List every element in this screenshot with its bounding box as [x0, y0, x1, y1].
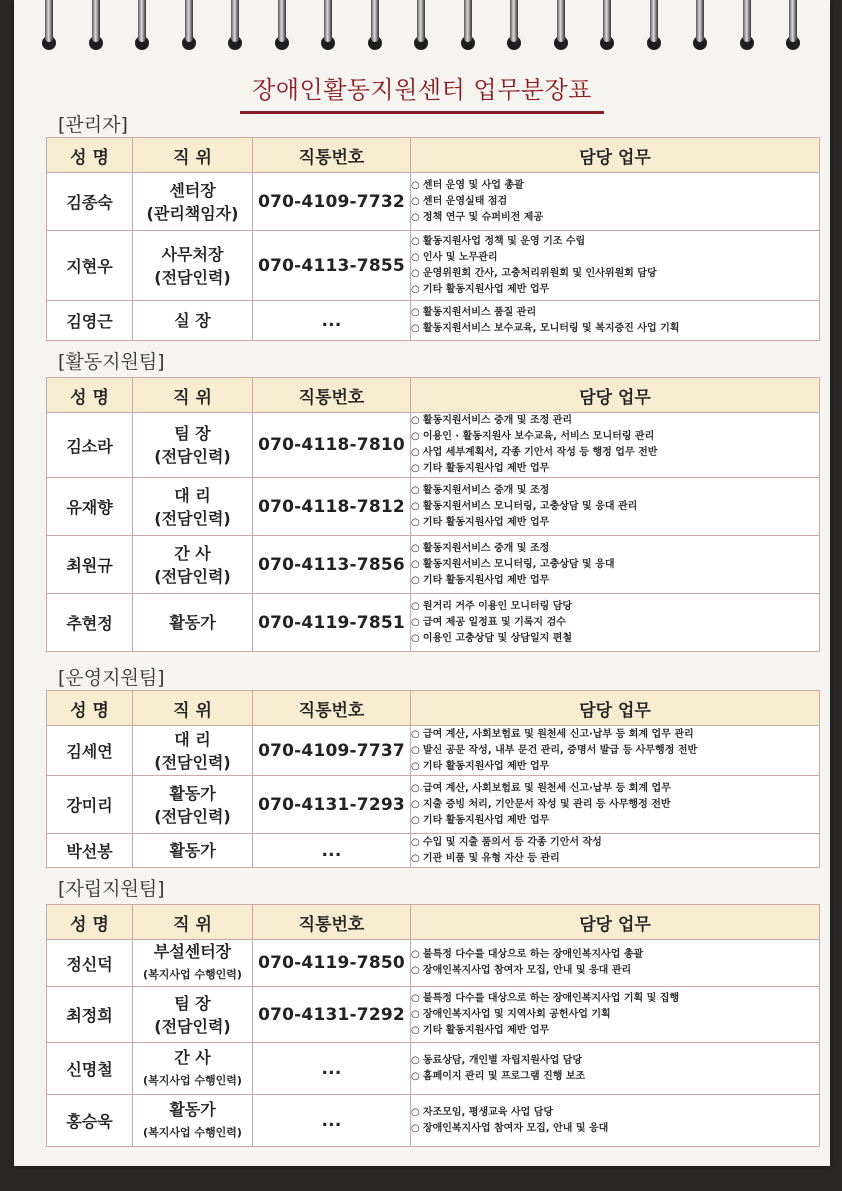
duty-item: ○ 장애인복지사업 및 지역사회 공헌사업 기획 [411, 1007, 819, 1023]
staff-duties [411, 1095, 820, 1147]
binding-ring [786, 0, 800, 52]
binding-ring [647, 0, 661, 52]
duty-item: ○ 기타 활동지원사업 제반 업무 [411, 573, 819, 589]
staff-duties [411, 301, 820, 341]
section-label: [운영지원팀] [58, 667, 165, 689]
table-row [47, 726, 820, 776]
duty-item: ○ 활동지원서비스 중개 및 조정 관리 [411, 413, 819, 429]
staff-name: 홍승욱 [47, 1095, 133, 1147]
staff-position-cell [133, 301, 253, 341]
notebook-page [14, 0, 830, 1166]
header-name: 성 명 [47, 138, 133, 173]
staff-phone: ... [253, 834, 411, 868]
staff-position-sub: (관리책임자) [146, 203, 239, 223]
duty-item: ○ 인사 및 노무관리 [411, 250, 819, 266]
title-container [14, 70, 830, 114]
staff-position: 대 리 [174, 485, 211, 505]
binding-wire [185, 0, 193, 42]
binding-wire [510, 0, 518, 42]
staff-position: 팀 장 [174, 424, 211, 443]
staff-phone: 070-4118-7812 [253, 478, 411, 536]
staff-duties [411, 834, 820, 868]
staff-position-cell [133, 987, 253, 1043]
staff-position-sub: (전담인력) [154, 508, 231, 528]
staff-duties [411, 413, 820, 478]
table-row [47, 940, 820, 987]
table-row [47, 594, 820, 652]
staff-phone: ... [253, 301, 411, 341]
header-name: 성 명 [47, 378, 133, 413]
duty-item: ○ 활동지원서비스 품질 관리 [411, 305, 819, 321]
table-header-row [47, 378, 820, 413]
table-row [47, 301, 820, 341]
duty-item: ○ 수입 및 지출 품의서 등 각종 기안서 작성 [411, 835, 819, 851]
staff-phone: 070-4118-7810 [253, 413, 411, 478]
duty-item: ○ 활동지원서비스 보수교육, 모니터링 및 복지증진 사업 기획 [411, 321, 819, 337]
binding-ring [135, 0, 149, 52]
header-position: 직 위 [133, 138, 253, 173]
binding-wire [231, 0, 239, 42]
staff-duties [411, 726, 820, 776]
header-position: 직 위 [133, 691, 253, 726]
staff-duties [411, 536, 820, 594]
binding-wire [324, 0, 332, 42]
duty-item: ○ 원거리 거주 이용인 모니터링 담당 [411, 599, 819, 615]
staff-position-cell [133, 478, 253, 536]
header-name: 성 명 [47, 691, 133, 726]
table-header-row [47, 138, 820, 173]
header-position: 직 위 [133, 378, 253, 413]
binding-ring [414, 0, 428, 52]
binding-wire [371, 0, 379, 42]
table-row [47, 776, 820, 834]
table-header-row [47, 691, 820, 726]
staff-position-cell [133, 536, 253, 594]
duty-item: ○ 기타 활동지원사업 제반 업무 [411, 813, 819, 829]
duty-item: ○ 급여 제공 일정표 및 기록지 검수 [411, 615, 819, 631]
binding-wire [138, 0, 146, 42]
staff-name: 신명철 [47, 1043, 133, 1095]
staff-phone: 070-4119-7850 [253, 940, 411, 987]
staff-duties [411, 231, 820, 301]
staff-phone: 070-4113-7856 [253, 536, 411, 594]
table-header-row [47, 905, 820, 940]
staff-position-cell [133, 1043, 253, 1095]
staff-phone: 070-4131-7292 [253, 987, 411, 1043]
staff-position: 간 사 [174, 543, 211, 563]
table-row [47, 231, 820, 301]
staff-position: 활동가 [169, 841, 216, 860]
binding-ring [89, 0, 103, 52]
binding-wire [45, 0, 53, 42]
header-position: 직 위 [133, 905, 253, 940]
duty-item: ○ 정책 연구 및 슈퍼비전 제공 [411, 210, 819, 226]
staff-table [46, 904, 820, 1147]
table-row [47, 413, 820, 478]
duty-item: ○ 장애인복지사업 참여자 모집, 안내 및 응대 [411, 1121, 819, 1137]
staff-position-cell [133, 413, 253, 478]
staff-name: 추현정 [47, 594, 133, 652]
staff-position: 활동가 [169, 613, 216, 632]
staff-phone: ... [253, 1095, 411, 1147]
staff-name: 최정희 [47, 987, 133, 1043]
header-duty: 담당 업무 [411, 378, 820, 413]
staff-position: 센터장 [169, 180, 216, 200]
binding-ring [275, 0, 289, 52]
staff-position-cell [133, 1095, 253, 1147]
staff-duties [411, 594, 820, 652]
staff-position: 실 장 [174, 311, 211, 330]
duty-item: ○ 활동지원서비스 중개 및 조정 [411, 483, 819, 499]
header-name: 성 명 [47, 905, 133, 940]
binding-wire [278, 0, 286, 42]
table-row [47, 536, 820, 594]
staff-phone: 070-4131-7293 [253, 776, 411, 834]
binding-ring [461, 0, 475, 52]
duty-item: ○ 센터 운영실태 점검 [411, 194, 819, 210]
duty-item: ○ 불특정 다수를 대상으로 하는 장애인복지사업 총괄 [411, 947, 819, 963]
staff-position-sub: (전담인력) [154, 447, 231, 466]
spiral-binding [42, 0, 822, 60]
duty-item: ○ 이용인 고충상담 및 상담일지 편철 [411, 631, 819, 647]
table-row [47, 987, 820, 1043]
binding-wire [789, 0, 797, 42]
staff-phone: 070-4109-7737 [253, 726, 411, 776]
binding-ring [600, 0, 614, 52]
duty-item: ○ 급여 계산, 사회보험료 및 원천세 신고·납부 등 회계 업무 [411, 781, 819, 797]
staff-position-cell [133, 726, 253, 776]
staff-duties [411, 478, 820, 536]
duty-item: ○ 활동지원사업 정책 및 운영 기조 수립 [411, 234, 819, 250]
binding-wire [603, 0, 611, 42]
section-label: [활동지원팀] [58, 351, 165, 373]
duty-item: ○ 기타 활동지원사업 제반 업무 [411, 759, 819, 775]
binding-wire [557, 0, 565, 42]
duty-item: ○ 발신 공문 작성, 내부 문건 관리, 증명서 발급 등 사무행정 전반 [411, 743, 819, 759]
binding-ring [182, 0, 196, 52]
staff-position-cell [133, 173, 253, 231]
header-duty: 담당 업무 [411, 138, 820, 173]
staff-table [46, 137, 820, 341]
staff-phone: 070-4109-7732 [253, 173, 411, 231]
binding-wire [650, 0, 658, 42]
table-row [47, 173, 820, 231]
table-row [47, 1043, 820, 1095]
duty-item: ○ 지출 증빙 처리, 기안문서 작성 및 관리 등 사무행정 전반 [411, 797, 819, 813]
staff-position-cell [133, 231, 253, 301]
header-duty: 담당 업무 [411, 691, 820, 726]
staff-position-sub: (복지사업 수행인력) [143, 1125, 242, 1139]
staff-name: 김영근 [47, 301, 133, 341]
table-row [47, 478, 820, 536]
binding-wire [92, 0, 100, 42]
staff-duties [411, 173, 820, 231]
binding-ring [554, 0, 568, 52]
staff-position-sub: (복지사업 수행인력) [143, 1073, 242, 1087]
duty-item: ○ 기관 비품 및 유형 자산 등 관리 [411, 851, 819, 867]
staff-position-cell [133, 940, 253, 987]
binding-ring [507, 0, 521, 52]
duty-item: ○ 불특정 다수를 대상으로 하는 장애인복지사업 기획 및 집행 [411, 991, 819, 1007]
staff-name: 김종숙 [47, 173, 133, 231]
staff-name: 강미리 [47, 776, 133, 834]
staff-position-sub: (복지사업 수행인력) [143, 968, 242, 981]
table-row [47, 834, 820, 868]
staff-position: 사무처장 [161, 244, 224, 264]
staff-name: 김소라 [47, 413, 133, 478]
duty-item: ○ 활동지원서비스 모니터링, 고충상담 및 응대 [411, 557, 819, 573]
staff-duties [411, 776, 820, 834]
staff-duties [411, 940, 820, 987]
duty-item: ○ 운영위원회 간사, 고충처리위원회 및 인사위원회 담당 [411, 266, 819, 282]
staff-phone: 070-4119-7851 [253, 594, 411, 652]
header-phone: 직통번호 [253, 905, 411, 940]
header-phone: 직통번호 [253, 138, 411, 173]
staff-position-cell [133, 594, 253, 652]
staff-name: 지현우 [47, 231, 133, 301]
duty-item: ○ 이용인 · 활동지원사 보수교육, 서비스 모니터링 관리 [411, 429, 819, 445]
duty-item: ○ 홈페이지 관리 및 프로그램 진행 보조 [411, 1069, 819, 1085]
section-label: [자립지원팀] [58, 878, 165, 900]
duty-item: ○ 동료상담, 개인별 자립지원사업 담당 [411, 1053, 819, 1069]
duty-item: ○ 기타 활동지원사업 제반 업무 [411, 461, 819, 477]
duty-item: ○ 센터 운영 및 사업 총괄 [411, 178, 819, 194]
staff-position-cell [133, 834, 253, 868]
binding-wire [696, 0, 704, 42]
section-label: [관리자] [58, 114, 128, 136]
duty-item: ○ 기타 활동지원사업 제반 업무 [411, 1023, 819, 1039]
binding-ring [693, 0, 707, 52]
binding-wire [464, 0, 472, 42]
duty-item: ○ 사업 세부계획서, 각종 기안서 작성 등 행정 업무 전반 [411, 445, 819, 461]
binding-wire [417, 0, 425, 42]
staff-name: 김세연 [47, 726, 133, 776]
staff-position: 활동가 [169, 1099, 216, 1119]
staff-position: 활동가 [169, 783, 216, 803]
duty-item: ○ 활동지원서비스 모니터링, 고충상담 및 응대 관리 [411, 499, 819, 515]
staff-position: 간 사 [174, 1047, 211, 1067]
staff-position: 부설센터장 [153, 942, 232, 961]
staff-table [46, 377, 820, 652]
duty-item: ○ 급여 계산, 사회보험료 및 원천세 신고·납부 등 회계 업무 관리 [411, 727, 819, 743]
staff-position-cell [133, 776, 253, 834]
staff-table [46, 690, 820, 868]
staff-name: 정신덕 [47, 940, 133, 987]
staff-phone: ... [253, 1043, 411, 1095]
staff-name: 최원규 [47, 536, 133, 594]
header-duty: 담당 업무 [411, 905, 820, 940]
staff-position-sub: (전담인력) [154, 267, 231, 287]
binding-wire [743, 0, 751, 42]
staff-position: 대 리 [174, 729, 211, 749]
staff-duties [411, 1043, 820, 1095]
staff-phone: 070-4113-7855 [253, 231, 411, 301]
staff-duties [411, 987, 820, 1043]
staff-position: 팀 장 [174, 993, 211, 1013]
duty-item: ○ 자조모임, 평생교육 사업 담당 [411, 1105, 819, 1121]
staff-position-sub: (전담인력) [154, 1016, 231, 1036]
binding-ring [228, 0, 242, 52]
binding-ring [42, 0, 56, 52]
binding-ring [321, 0, 335, 52]
header-phone: 직통번호 [253, 691, 411, 726]
duty-item: ○ 활동지원서비스 중개 및 조정 [411, 541, 819, 557]
duty-item: ○ 장애인복지사업 참여자 모집, 안내 및 응대 관리 [411, 963, 819, 979]
duty-item: ○ 기타 활동지원사업 제반 업무 [411, 282, 819, 298]
binding-ring [368, 0, 382, 52]
staff-position-sub: (전담인력) [154, 752, 231, 772]
staff-name: 유재향 [47, 478, 133, 536]
binding-ring [740, 0, 754, 52]
duty-item: ○ 기타 활동지원사업 제반 업무 [411, 515, 819, 531]
staff-position-sub: (전담인력) [154, 806, 231, 826]
page-title: 장애인활동지원센터 업무분장표 [240, 70, 604, 114]
header-phone: 직통번호 [253, 378, 411, 413]
staff-position-sub: (전담인력) [154, 566, 231, 586]
table-row [47, 1095, 820, 1147]
staff-name: 박선봉 [47, 834, 133, 868]
